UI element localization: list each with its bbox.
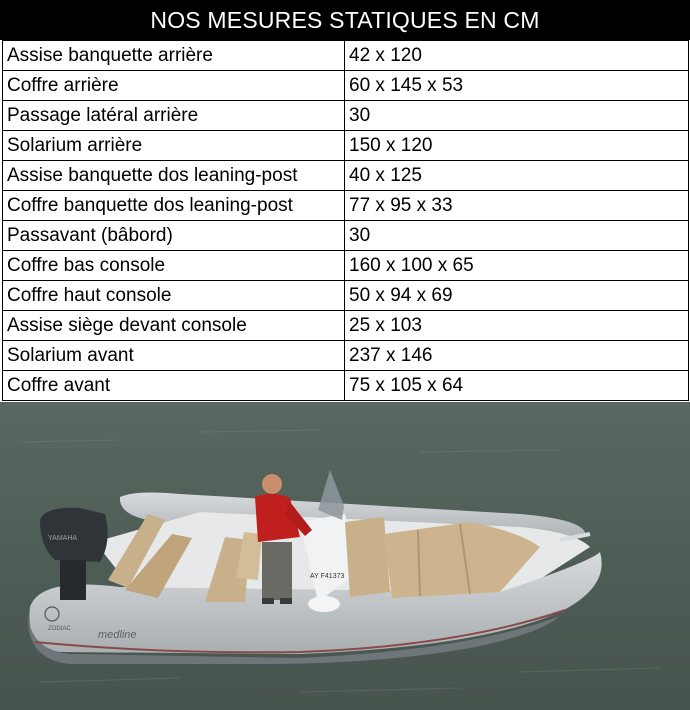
hull-model-text: medline — [98, 629, 137, 641]
row-label: Coffre haut console — [3, 281, 345, 311]
row-label: Coffre avant — [3, 371, 345, 401]
table-row — [3, 71, 689, 101]
row-value: 30 — [345, 101, 689, 131]
row-value: 237 x 146 — [345, 341, 689, 371]
fender — [308, 596, 340, 612]
table-row — [3, 221, 689, 251]
table-row — [3, 41, 689, 71]
row-label: Solarium avant — [3, 341, 345, 371]
row-label: Assise banquette arrière — [3, 41, 345, 71]
table-row — [3, 101, 689, 131]
registration-text: AY F41373 — [310, 573, 345, 580]
table-row — [3, 191, 689, 221]
row-value: 60 x 145 x 53 — [345, 71, 689, 101]
row-value: 25 x 103 — [345, 311, 689, 341]
row-value: 30 — [345, 221, 689, 251]
brand-logo-text: ZODIAC — [48, 626, 71, 632]
front-seat — [345, 517, 390, 597]
table-row — [3, 311, 689, 341]
row-label: Coffre bas console — [3, 251, 345, 281]
table-row — [3, 371, 689, 401]
row-label: Solarium arrière — [3, 131, 345, 161]
table-row — [3, 131, 689, 161]
row-value: 77 x 95 x 33 — [345, 191, 689, 221]
boat-photo — [0, 402, 690, 710]
row-label: Assise banquette dos leaning-post — [3, 161, 345, 191]
table-title: NOS MESURES STATIQUES EN CM — [0, 0, 690, 40]
row-value: 150 x 120 — [345, 131, 689, 161]
row-value: 160 x 100 x 65 — [345, 251, 689, 281]
table-row — [3, 161, 689, 191]
row-value: 50 x 94 x 69 — [345, 281, 689, 311]
measurements-table — [2, 40, 689, 401]
row-value: 40 x 125 — [345, 161, 689, 191]
row-label: Coffre arrière — [3, 71, 345, 101]
table-row — [3, 251, 689, 281]
engine-brand-text: YAMAHA — [48, 535, 78, 542]
table-row — [3, 281, 689, 311]
row-label: Passage latéral arrière — [3, 101, 345, 131]
row-label: Coffre banquette dos leaning-post — [3, 191, 345, 221]
row-value: 75 x 105 x 64 — [345, 371, 689, 401]
row-value: 42 x 120 — [345, 41, 689, 71]
table-row — [3, 341, 689, 371]
row-label: Assise siège devant console — [3, 311, 345, 341]
row-label: Passavant (bâbord) — [3, 221, 345, 251]
